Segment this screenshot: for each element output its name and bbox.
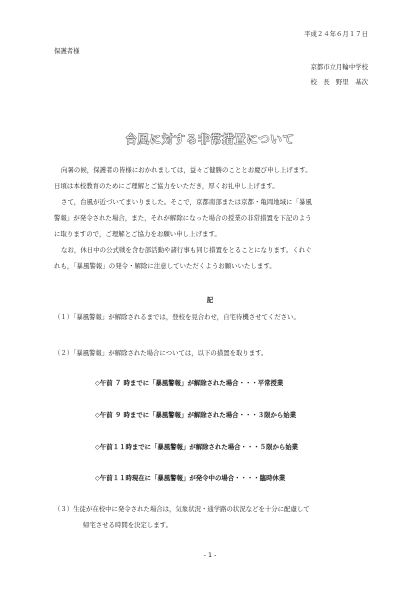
- item-2: （２）「暴風警報」が解除された場合については，以下の措置を取ります。: [54, 349, 268, 357]
- paragraph-3-line-1: なお，休日中の公式戦を含む部活動や諸行事も同じ措置をとることになります。くれぐ: [61, 246, 312, 254]
- case-3: ◇午前１１時までに「暴風警報」が解除された場合・・・５限から始業: [95, 443, 299, 451]
- paragraph-2-line-2: 警報」が発令された場合，また，それが解除になった場合の授業の非常措置を下記のよう: [54, 214, 312, 222]
- page-number: - 1 -: [203, 551, 217, 559]
- case-2: ◇午前 ９ 時までに「暴風警報」が解除された場合・・・３限から始業: [95, 411, 297, 419]
- recipient: 保護者様: [54, 47, 80, 55]
- paragraph-3-line-2: れも，「暴風警報」の発令・解除に注意していただくようお願いいたします。: [54, 262, 276, 270]
- document-title: 台風に対する非常措置について: [125, 132, 295, 146]
- case-4: ◇午前１１時現在に「暴風警報」が発令中の場合・・・・臨時休業: [95, 474, 286, 482]
- paragraph-1-line-2: 日頃は本校教育のためにご理解とご協力をいただき，厚くお礼申し上げます。: [54, 182, 279, 190]
- school-name: 京都市立月輪中学校: [310, 63, 368, 71]
- notice-heading: 記: [206, 296, 214, 304]
- item-1: （１）「暴風警報」が解除されるまでは，登校を見合わせ，自宅待機させてください。: [54, 313, 300, 321]
- paragraph-2-line-3: に取りますので，ご理解とご協力をお願い申し上げます。: [54, 230, 221, 238]
- item-3-line-2: 帰宅させる時間を決定します。: [83, 521, 172, 529]
- document-date: 平成２４年６月１７日: [304, 30, 368, 38]
- case-1: ◇午前 ７ 時までに「暴風警報」が解除された場合・・・平常授業: [95, 379, 284, 387]
- principal-name: 校 長 野里 基次: [310, 78, 368, 86]
- paragraph-2-line-1: さて，台風が近づいてまいりました。そこで，京都南部または京都・亀岡地域に「暴風: [61, 198, 312, 206]
- paragraph-1-line-1: 向暑の候，保護者の皆様におかれましては，益々ご健勝のこととお慶び申し上げます。: [61, 166, 312, 174]
- item-3-line-1: （３）生徒が在校中に発令された場合は，気象状況・通学路の状況などを十分に配慮して: [54, 505, 310, 513]
